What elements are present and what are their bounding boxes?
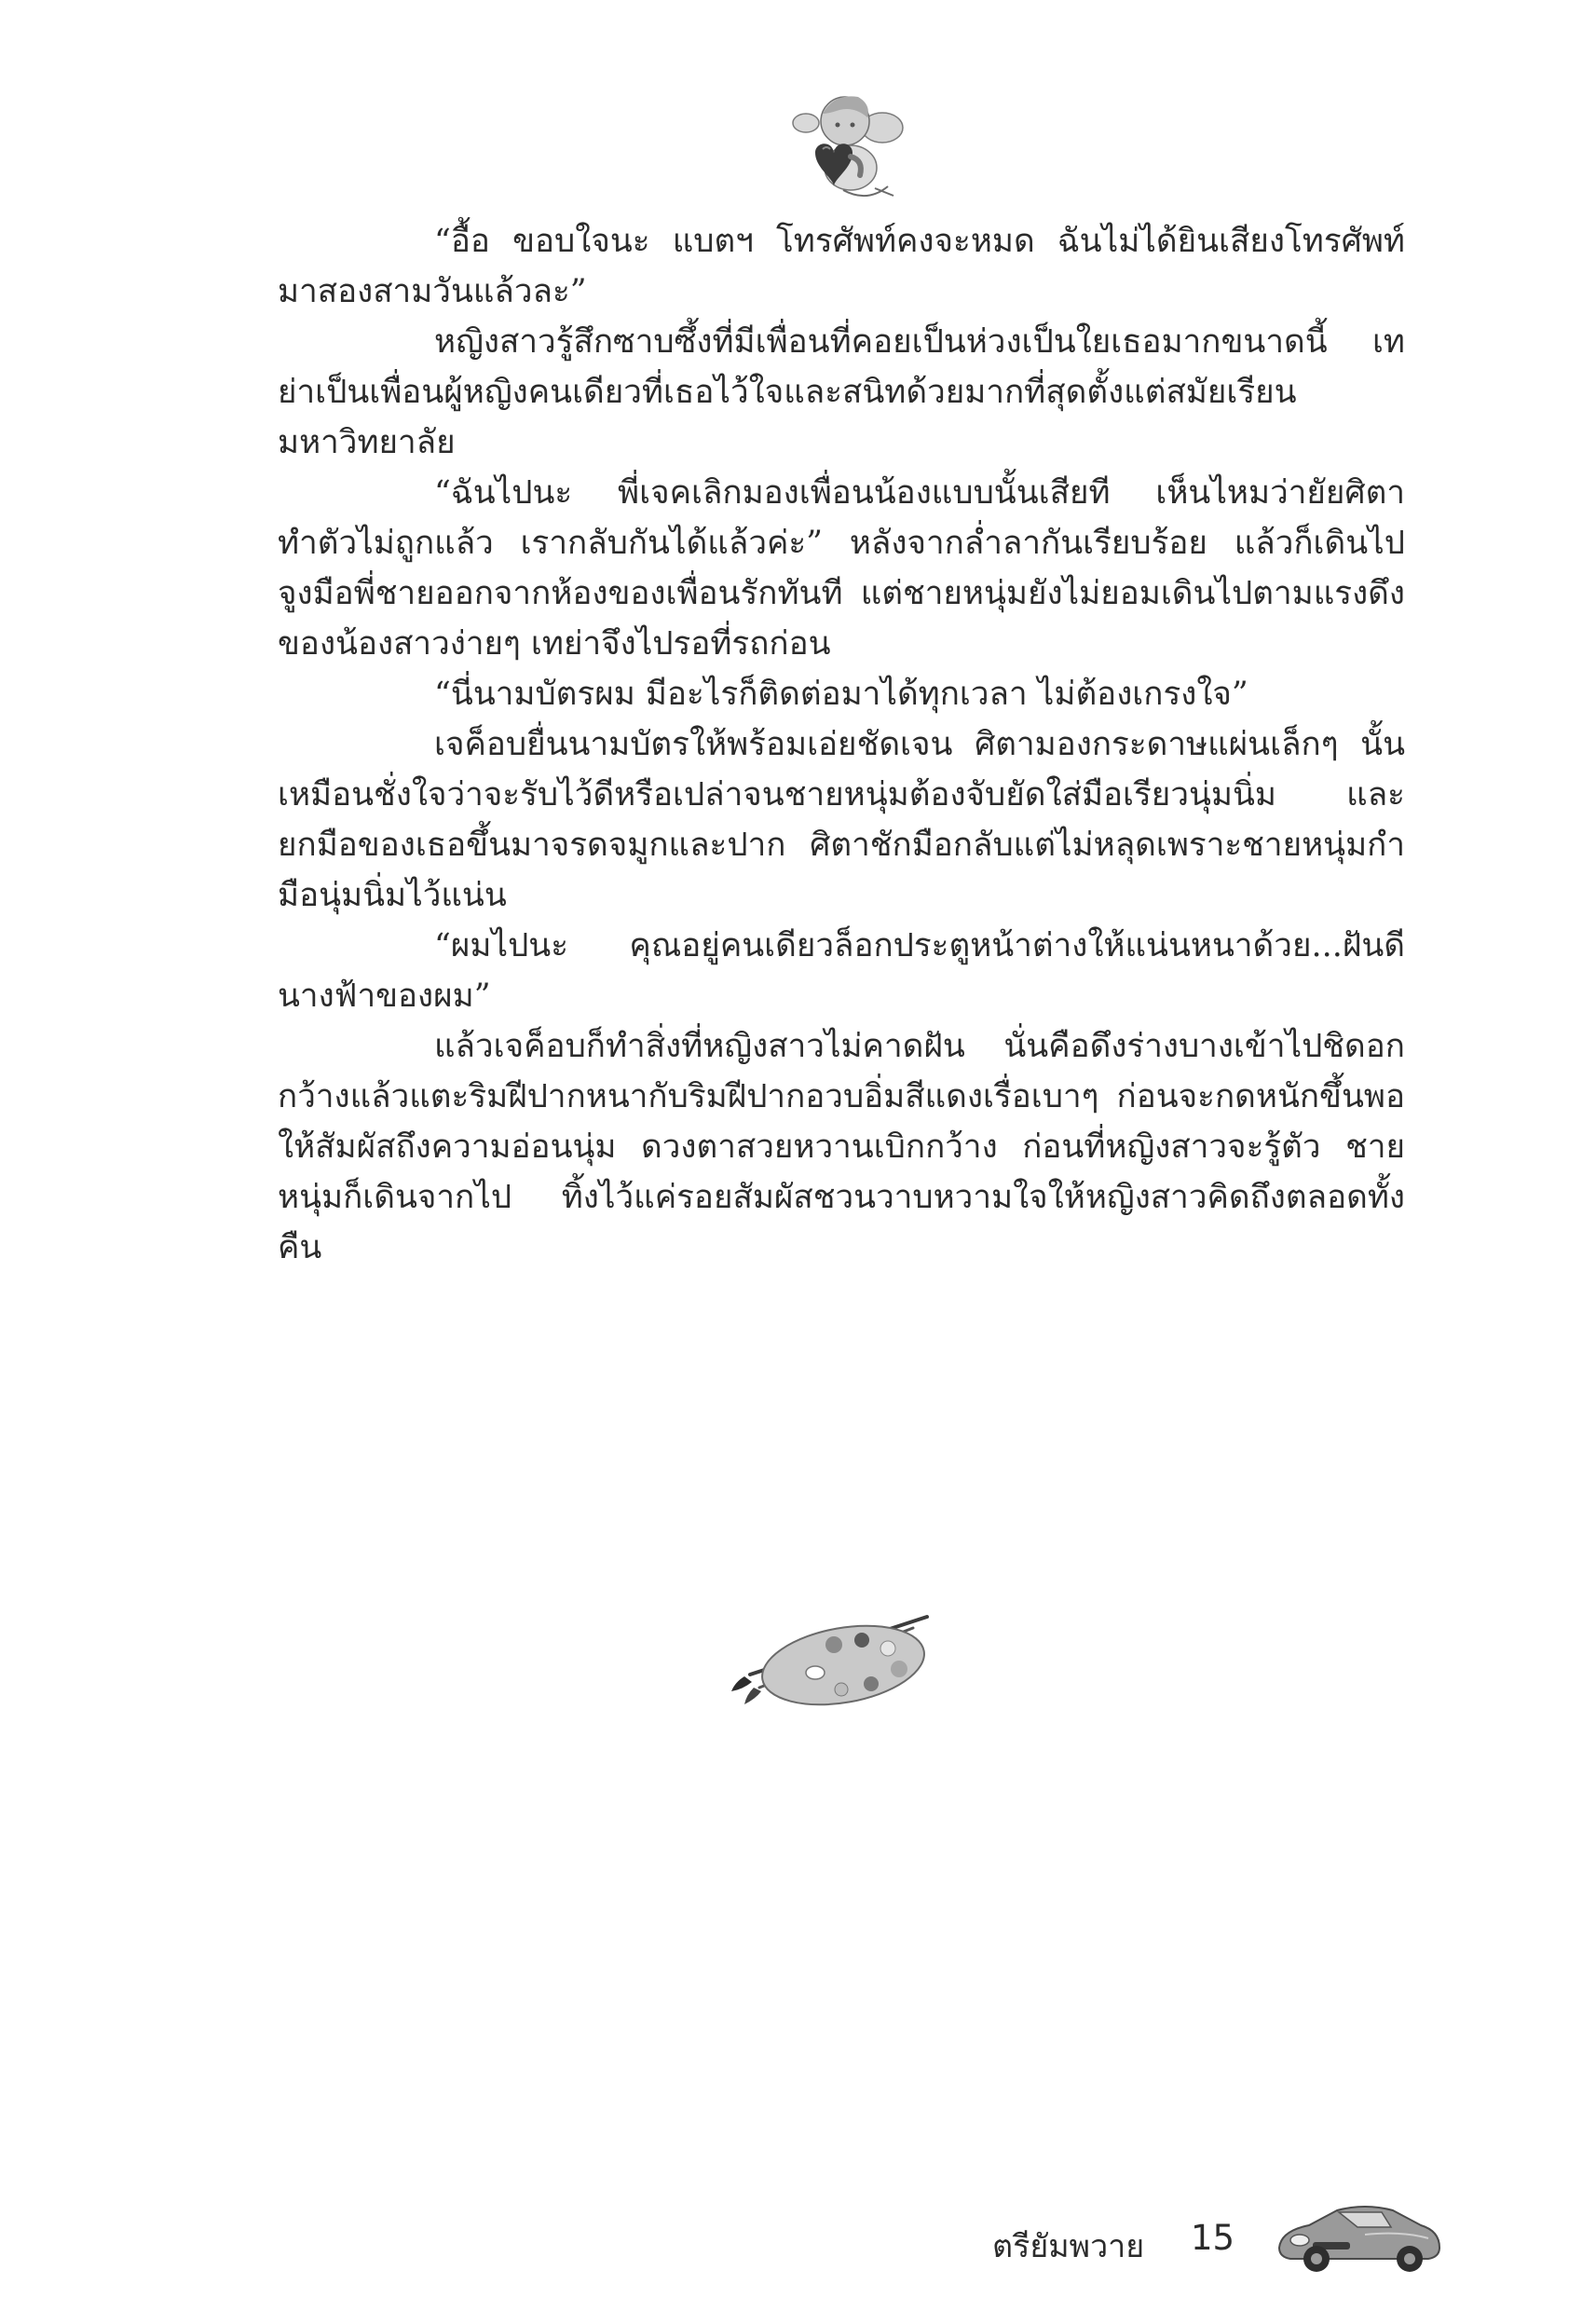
paragraph: “ฉันไปนะ พี่เจคเลิกมองเพื่อนน้องแบบนั้นเสียที เห็นไหมว่ายัยศิตาทำตัวไม่ถูกแล้ว เรากลับกันได้แล้วค่ะ” หลังจากล่ำลากันเรียบร้อย แล้วก็เดินไปจูงมือพี่ชายออกจากห้องของเพื่อนรักทันที แต่ชายหนุ่มยังไม่ยอมเดินไปตามแรงดึงของน้องสาวง่ายๆ เทย่าจึงไปรอที่รถก่อน xyxy=(278,474,1405,663)
story-text xyxy=(278,216,1405,1273)
cupid-heart-icon xyxy=(778,86,908,207)
paragraph: “นี่นามบัตรผม มีอะไรก็ติดต่อมาได้ทุกเวลา ไม่ต้องเกรงใจ” xyxy=(434,676,1248,713)
paragraph: แล้วเจค็อบก็ทำสิ่งที่หญิงสาวไม่คาดฝัน นั่นคือดึงร่างบางเข้าไปชิดอกกว้างแล้วแตะริมฝีปากหนากับริมฝีปากอวบอิ่มสีแดงเรื่อเบาๆ ก่อนจะกดหนักขึ้นพอให้สัมผัสถึงความอ่อนนุ่ม ดวงตาสวยหวานเบิกกว้าง ก่อนที่หญิงสาวจะรู้ตัว ชายหนุ่มก็เดินจากไป ทิ้งไว้แค่รอยสัมผัสชวนวาบหวามใจให้หญิงสาวคิดถึงตลอดทั้งคืน xyxy=(278,1028,1405,1266)
paragraph: “อื้อ ขอบใจนะ แบตฯ โทรศัพท์คงจะหมด ฉันไม่ได้ยินเสียงโทรศัพท์มาสองสามวันแล้วละ” xyxy=(278,223,1405,310)
book-title: ตรียัมพวาย xyxy=(992,2228,1145,2265)
paint-palette-icon xyxy=(722,1607,941,1715)
paragraph: “ผมไปนะ คุณอยู่คนเดียวล็อกประตูหน้าต่างให้แน่นหนาด้วย...ฝันดีนางฟ้าของผม” xyxy=(278,927,1405,1015)
paragraph: หญิงสาวรู้สึกซาบซึ้งที่มีเพื่อนที่คอยเป็นห่วงเป็นใยเธอมากขนาดนี้ เทย่าเป็นเพื่อนผู้หญิงคนเดียวที่เธอไว้ใจและสนิทด้วยมากที่สุดตั้งแต่สมัยเรียนมหาวิทยาลัย xyxy=(278,323,1405,461)
page-number: 15 xyxy=(1191,2218,1235,2258)
paragraph: เจค็อบยื่นนามบัตรให้พร้อมเอ่ยชัดเจน ศิตามองกระดาษแผ่นเล็กๆ นั้นเหมือนชั่งใจว่าจะรับไว้ดีหรือเปล่าจนชายหนุ่มต้องจับยัดใส่มือเรียวนุ่มนิ่ม และยกมือของเธอขึ้นมาจรดจมูกและปาก ศิตาชักมือกลับแต่ไม่หลุดเพราะชายหนุ่มกำมือนุ่มนิ่มไว้แน่น xyxy=(278,726,1405,914)
sports-car-icon xyxy=(1272,2190,1444,2278)
